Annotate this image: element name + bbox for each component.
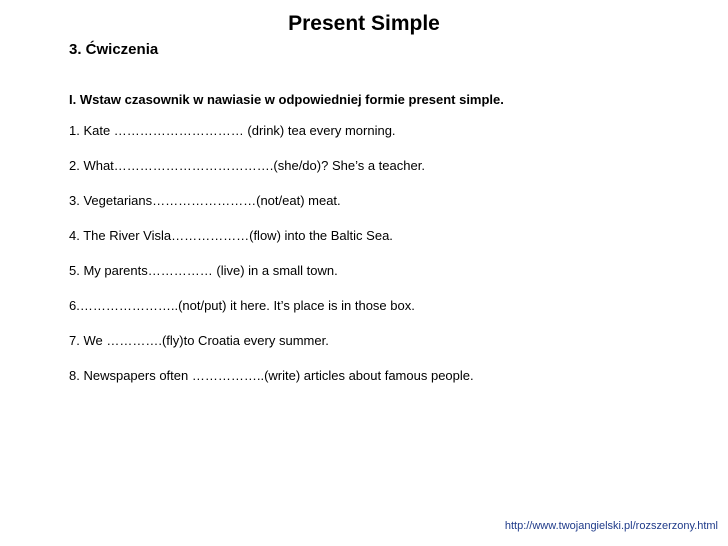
exercise-item: 5. My parents…………… (live) in a small town. [69, 263, 338, 278]
exercise-item: 1. Kate ………………………… (drink) tea every morning. [69, 123, 396, 138]
exercise-instruction: I. Wstaw czasownik w nawiasie w odpowiedniej formie present simple. [69, 92, 504, 107]
exercise-item: 7. We ………….(fly)to Croatia every summer. [69, 333, 329, 348]
exercise-item: 8. Newspapers often ……………..(write) articles about famous people. [69, 368, 474, 383]
exercise-list [69, 122, 474, 402]
source-link[interactable]: http://www.twojangielski.pl/rozszerzony.html [504, 520, 718, 532]
exercise-item: 6.…………………..(not/put) it here. It’s place is in those box. [69, 298, 415, 313]
exercise-item: 4. The River Visla………………(flow) into the Baltic Sea. [69, 228, 393, 243]
exercise-item: 3. Vegetarians……………………(not/eat) meat. [69, 193, 341, 208]
exercise-item: 2. What……………………………….(she/do)? She’s a teacher. [69, 158, 425, 173]
page-title: Present Simple [288, 12, 440, 35]
section-heading: 3. Ćwiczenia [69, 41, 159, 58]
